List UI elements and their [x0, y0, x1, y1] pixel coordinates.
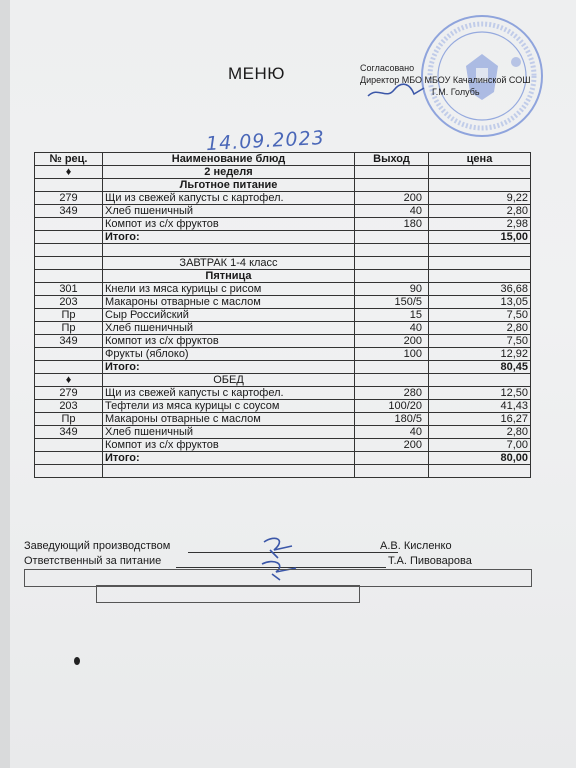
dish-price: 7,00 [429, 439, 531, 452]
dish-yield: 100 [355, 348, 429, 361]
dish-name: Макароны отварные с маслом [103, 413, 355, 426]
recipe-no: 349 [35, 205, 103, 218]
total-label: Итого: [103, 361, 355, 374]
total-row [35, 361, 531, 374]
table-row [35, 218, 531, 231]
day-row [35, 270, 531, 283]
recipe-no: 349 [35, 335, 103, 348]
total-row [35, 452, 531, 465]
dish-yield: 15 [355, 309, 429, 322]
week-label: 2 неделя [103, 166, 355, 179]
total-label: Итого: [103, 231, 355, 244]
table-row [35, 387, 531, 400]
dish-yield: 100/20 [355, 400, 429, 413]
menu-table [34, 152, 531, 478]
dish-name: Сыр Российский [103, 309, 355, 322]
dish-price: 12,92 [429, 348, 531, 361]
table-row [35, 322, 531, 335]
total-price: 80,00 [429, 452, 531, 465]
dish-name: Хлеб пшеничный [103, 426, 355, 439]
dish-name: Кнели из мяса курицы с рисом [103, 283, 355, 296]
recipe-no: Пр [35, 322, 103, 335]
role-production-head: Заведующий производством [24, 540, 171, 552]
dish-yield: 40 [355, 322, 429, 335]
section-row [35, 374, 531, 387]
recipe-no [35, 218, 103, 231]
recipe-no: 279 [35, 192, 103, 205]
section-row [35, 179, 531, 192]
recipe-no: Пр [35, 413, 103, 426]
ink-mark: ♦ [35, 374, 103, 387]
dish-yield: 200 [355, 335, 429, 348]
recipe-no [35, 439, 103, 452]
total-label: Итого: [103, 452, 355, 465]
table-row [35, 283, 531, 296]
table-row [35, 335, 531, 348]
dish-yield: 150/5 [355, 296, 429, 309]
total-price: 15,00 [429, 231, 531, 244]
dish-name: Фрукты (яблоко) [103, 348, 355, 361]
dish-name: Тефтели из мяса курицы с соусом [103, 400, 355, 413]
empty-row [35, 244, 531, 257]
table-row [35, 309, 531, 322]
section-subsidized: Льготное питание [103, 179, 355, 192]
approval-heading: Согласовано [360, 63, 415, 73]
table-row [35, 426, 531, 439]
dish-name: Компот из с/х фруктов [103, 439, 355, 452]
dish-price: 2,80 [429, 426, 531, 439]
empty-footer-cell [96, 585, 360, 603]
dish-price: 13,05 [429, 296, 531, 309]
day-label: Пятница [103, 270, 355, 283]
dish-price: 7,50 [429, 335, 531, 348]
empty-row [35, 465, 531, 478]
ink-dot [74, 657, 80, 665]
person-nutrition-responsible: Т.А. Пивоварова [388, 555, 472, 567]
dish-price: 2,80 [429, 205, 531, 218]
dish-name: Компот из с/х фруктов [103, 218, 355, 231]
recipe-no: 301 [35, 283, 103, 296]
recipe-no: Пр [35, 309, 103, 322]
dish-price: 12,50 [429, 387, 531, 400]
dish-name: Щи из свежей капусты с картофел. [103, 192, 355, 205]
dish-price: 41,43 [429, 400, 531, 413]
dish-name: Хлеб пшеничный [103, 322, 355, 335]
dish-name: Щи из свежей капусты с картофел. [103, 387, 355, 400]
role-nutrition-responsible: Ответственный за питание [24, 555, 162, 567]
recipe-no [35, 348, 103, 361]
dish-name: Компот из с/х фруктов [103, 335, 355, 348]
dish-yield: 200 [355, 439, 429, 452]
section-row [35, 257, 531, 270]
dish-name: Хлеб пшеничный [103, 205, 355, 218]
table-row [35, 205, 531, 218]
section-breakfast: ЗАВТРАК 1-4 класс [103, 257, 355, 270]
dish-name: Макароны отварные с маслом [103, 296, 355, 309]
approval-name: Г.М. Голубь [432, 87, 480, 97]
dish-yield: 90 [355, 283, 429, 296]
dish-yield: 200 [355, 192, 429, 205]
total-row [35, 231, 531, 244]
section-lunch: ОБЕД [103, 374, 355, 387]
recipe-no: 349 [35, 426, 103, 439]
dish-yield: 180/5 [355, 413, 429, 426]
table-row [35, 400, 531, 413]
table-header-row [35, 153, 531, 166]
table-row [35, 413, 531, 426]
recipe-no: 203 [35, 296, 103, 309]
header-dish-name: Наименование блюд [103, 153, 355, 166]
ink-mark: ♦ [35, 166, 103, 179]
table-row [35, 296, 531, 309]
dish-price: 2,80 [429, 322, 531, 335]
header-yield: Выход [355, 153, 429, 166]
header-price: цена [429, 153, 531, 166]
dish-price: 36,68 [429, 283, 531, 296]
dish-yield: 280 [355, 387, 429, 400]
total-price: 80,45 [429, 361, 531, 374]
dish-price: 16,27 [429, 413, 531, 426]
dish-yield: 40 [355, 205, 429, 218]
dish-price: 9,22 [429, 192, 531, 205]
dish-price: 7,50 [429, 309, 531, 322]
document-title: МЕНЮ [228, 64, 285, 83]
header-recipe-no: № рец. [35, 153, 103, 166]
table-row [35, 348, 531, 361]
week-row [35, 166, 531, 179]
menu-date: 14.09.2023 [205, 126, 326, 156]
recipe-no: 279 [35, 387, 103, 400]
table-row [35, 192, 531, 205]
person-production-head: А.В. Кисленко [380, 540, 452, 552]
dish-price: 2,98 [429, 218, 531, 231]
table-row [35, 439, 531, 452]
recipe-no: 203 [35, 400, 103, 413]
dish-yield: 180 [355, 218, 429, 231]
approval-position: Директор МБО МБОУ Качалинской СОШ [360, 75, 531, 85]
director-signature [366, 82, 428, 104]
dish-yield: 40 [355, 426, 429, 439]
